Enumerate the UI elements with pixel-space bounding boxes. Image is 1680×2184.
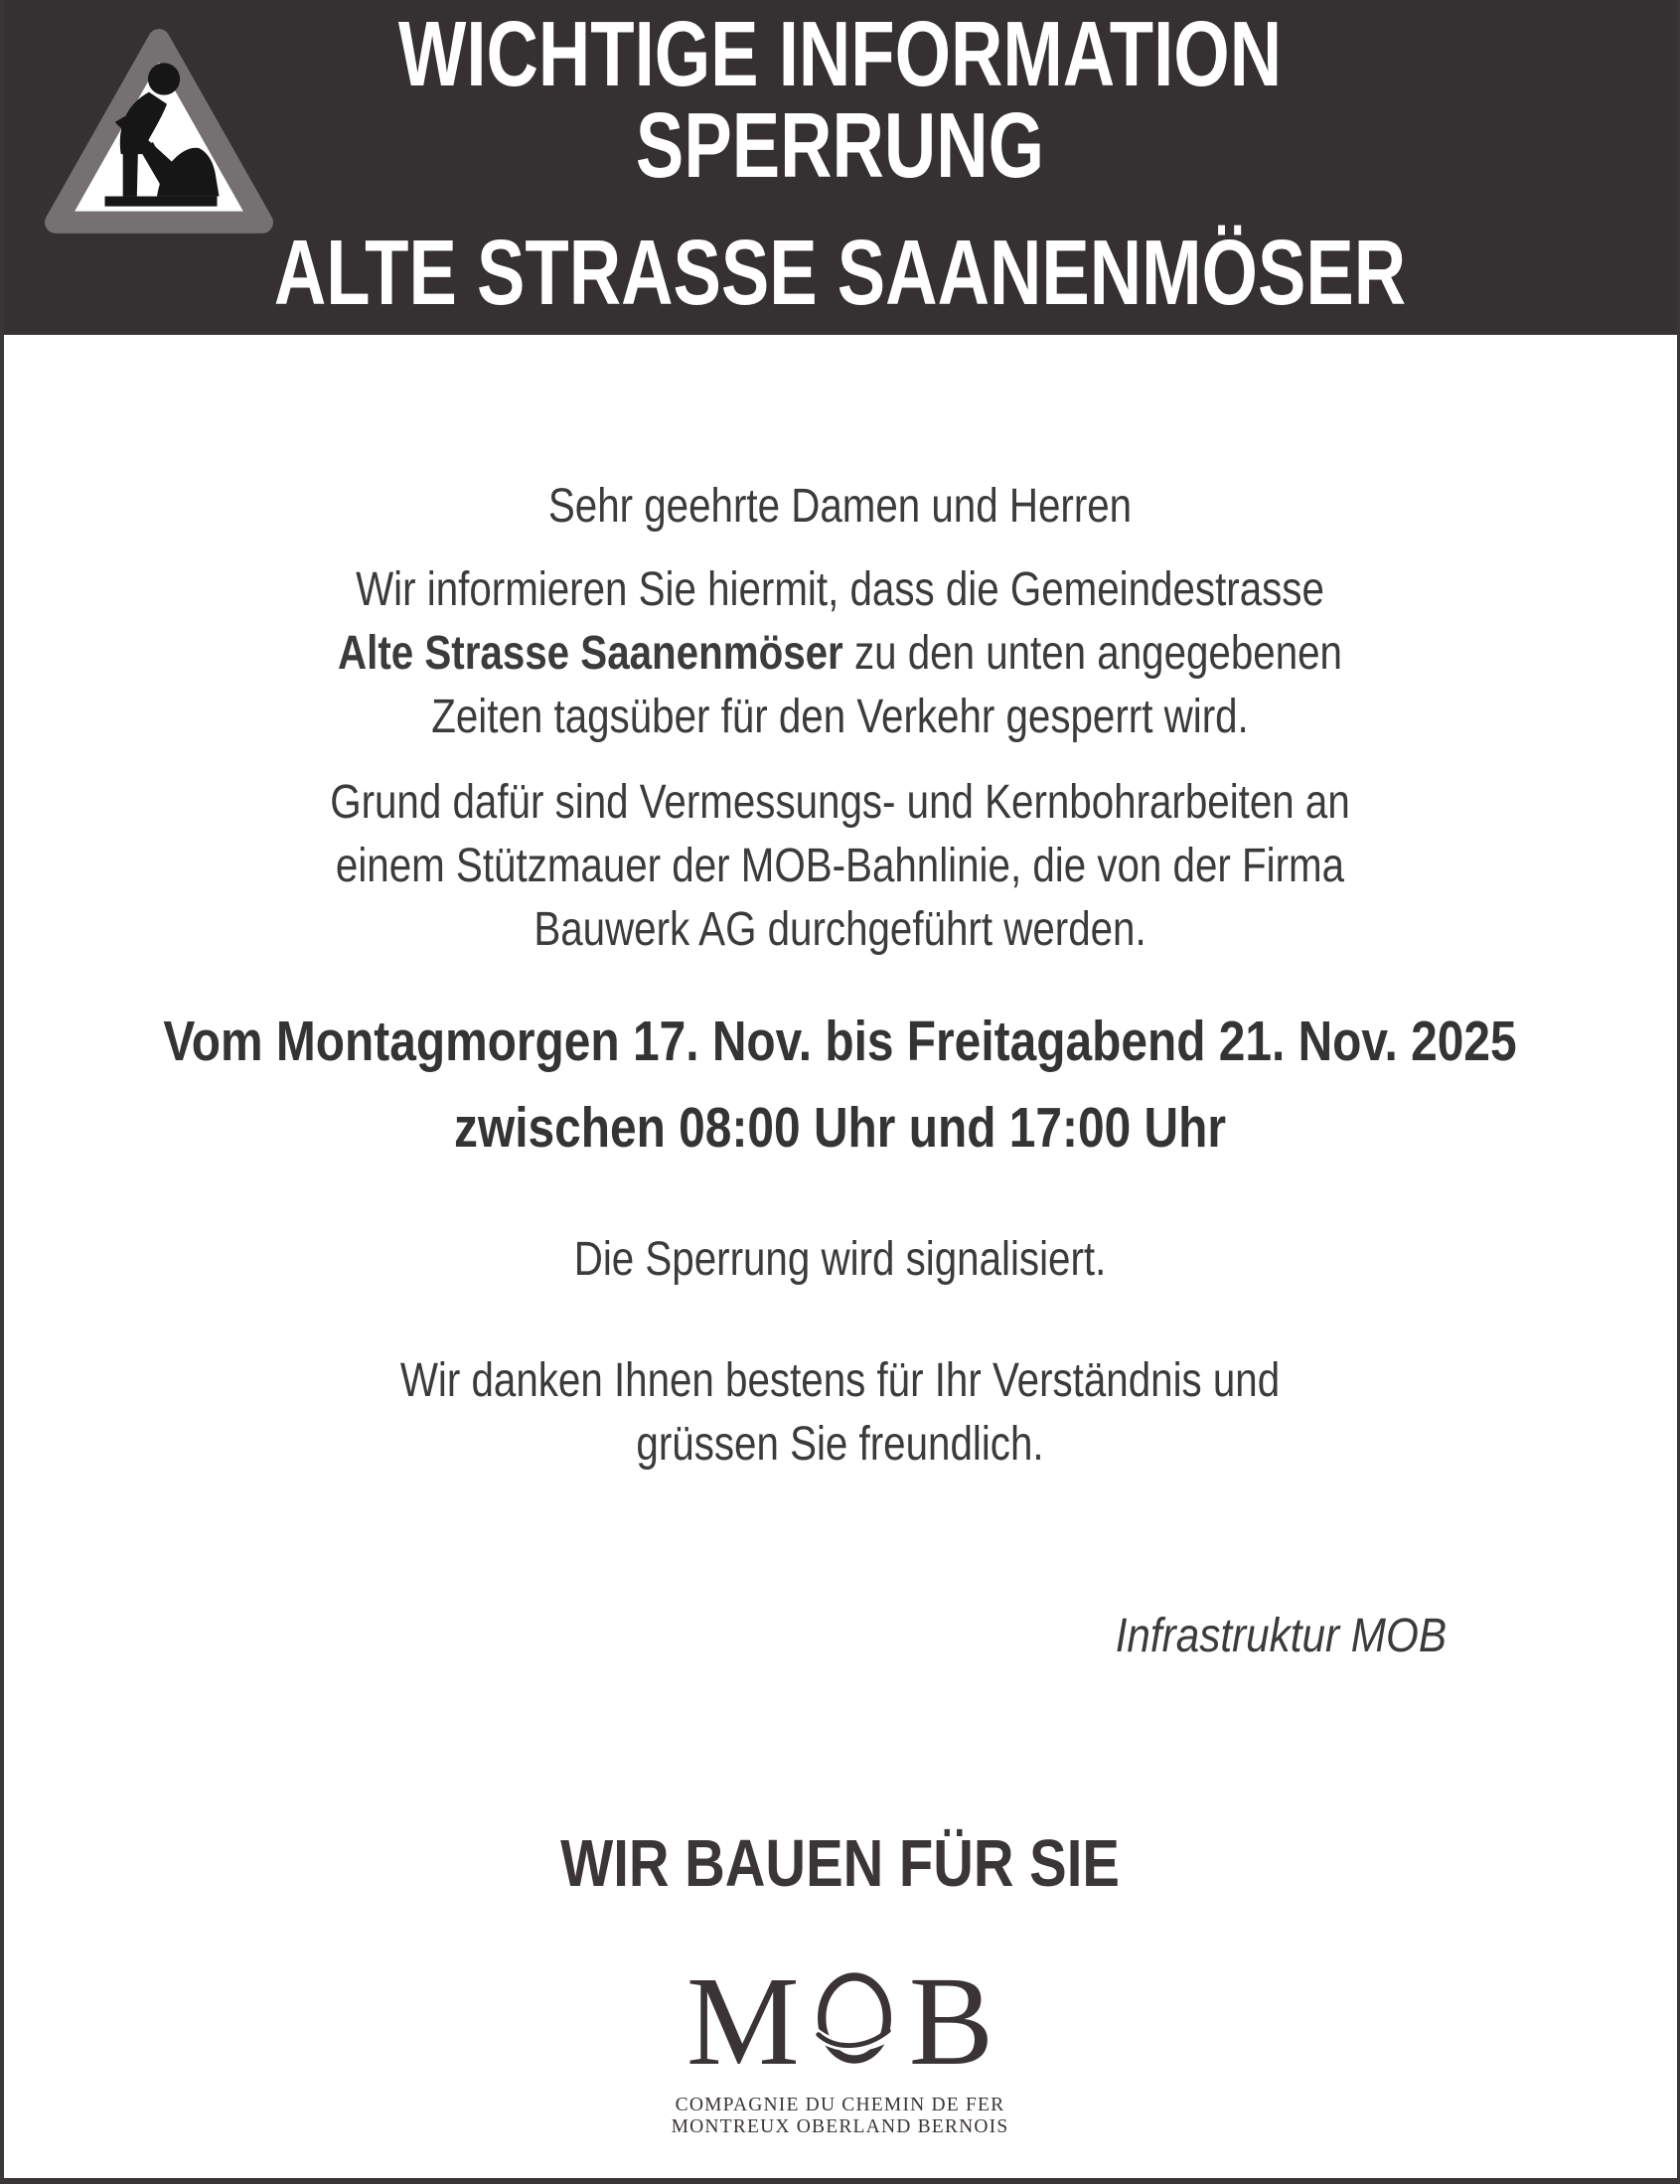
thanks-paragraph	[134, 1349, 1545, 1477]
roadworks-icon	[45, 22, 273, 244]
closure-dates-line: Vom Montagmorgen 17. Nov. bis Freitagabend 21. Nov. 2025	[163, 1010, 1517, 1073]
closure-hours-line: zwischen 08:00 Uhr und 17:00 Uhr	[454, 1096, 1226, 1160]
slogan-line: WIR BAUEN FÜR SIE	[560, 1826, 1120, 1901]
header-band	[0, 0, 1680, 335]
reason-paragraph	[134, 771, 1545, 962]
roadworks-triangle-svg	[45, 22, 273, 244]
header-title-line2: SPERRUNG	[635, 93, 1045, 197]
reason-line2: einem Stützmauer der MOB-Bahnlinie, die von der Firma	[335, 840, 1345, 892]
header-title-line1: WICHTIGE INFORMATION	[397, 2, 1283, 105]
ground-bar	[105, 197, 218, 207]
mob-logo	[0, 1950, 1680, 2138]
mob-logo-captions	[0, 2095, 1680, 2138]
worker-head	[148, 63, 180, 94]
globe-o-icon	[816, 1972, 893, 2064]
logo-letter-b: B	[908, 1950, 994, 2092]
intro-line1: Wir informieren Sie hiermit, dass die Gemeindestrasse	[356, 563, 1324, 616]
mob-logo-letters	[0, 1950, 1680, 2092]
header-title-line3: ALTE STRASSE SAANENMÖSER	[273, 221, 1407, 324]
signal-note-line: Die Sperrung wird signalisiert.	[573, 1233, 1107, 1286]
intro-paragraph	[134, 558, 1545, 749]
logo-letter-m: M	[686, 1950, 800, 2092]
intro-line3: Zeiten tagsüber für den Verkehr gesperrt wird.	[431, 691, 1249, 743]
street-name-bold: Alte Strasse Saanenmöser	[338, 627, 843, 680]
intro-line2-rest: zu den unten angegebenen	[842, 627, 1342, 680]
logo-caption-line1: COMPAGNIE DU CHEMIN DE FER	[675, 2095, 1005, 2115]
signature-line: Infrastruktur MOB	[1115, 1610, 1447, 1662]
thanks-line2: grüssen Sie freundlich.	[636, 1418, 1044, 1471]
thanks-line1: Wir danken Ihnen bestens für Ihr Verständnis und	[399, 1354, 1281, 1407]
reason-line1: Grund dafür sind Vermessungs- und Kernbohrarbeiten an	[330, 776, 1350, 829]
reason-line3: Bauwerk AG durchgeführt werden.	[534, 903, 1146, 956]
logo-caption-line2: MONTREUX OBERLAND BERNOIS	[671, 2116, 1009, 2137]
worker-back-leg	[123, 150, 138, 196]
intro-line2	[134, 622, 1545, 686]
salutation-line: Sehr geehrte Damen und Herren	[547, 480, 1133, 533]
